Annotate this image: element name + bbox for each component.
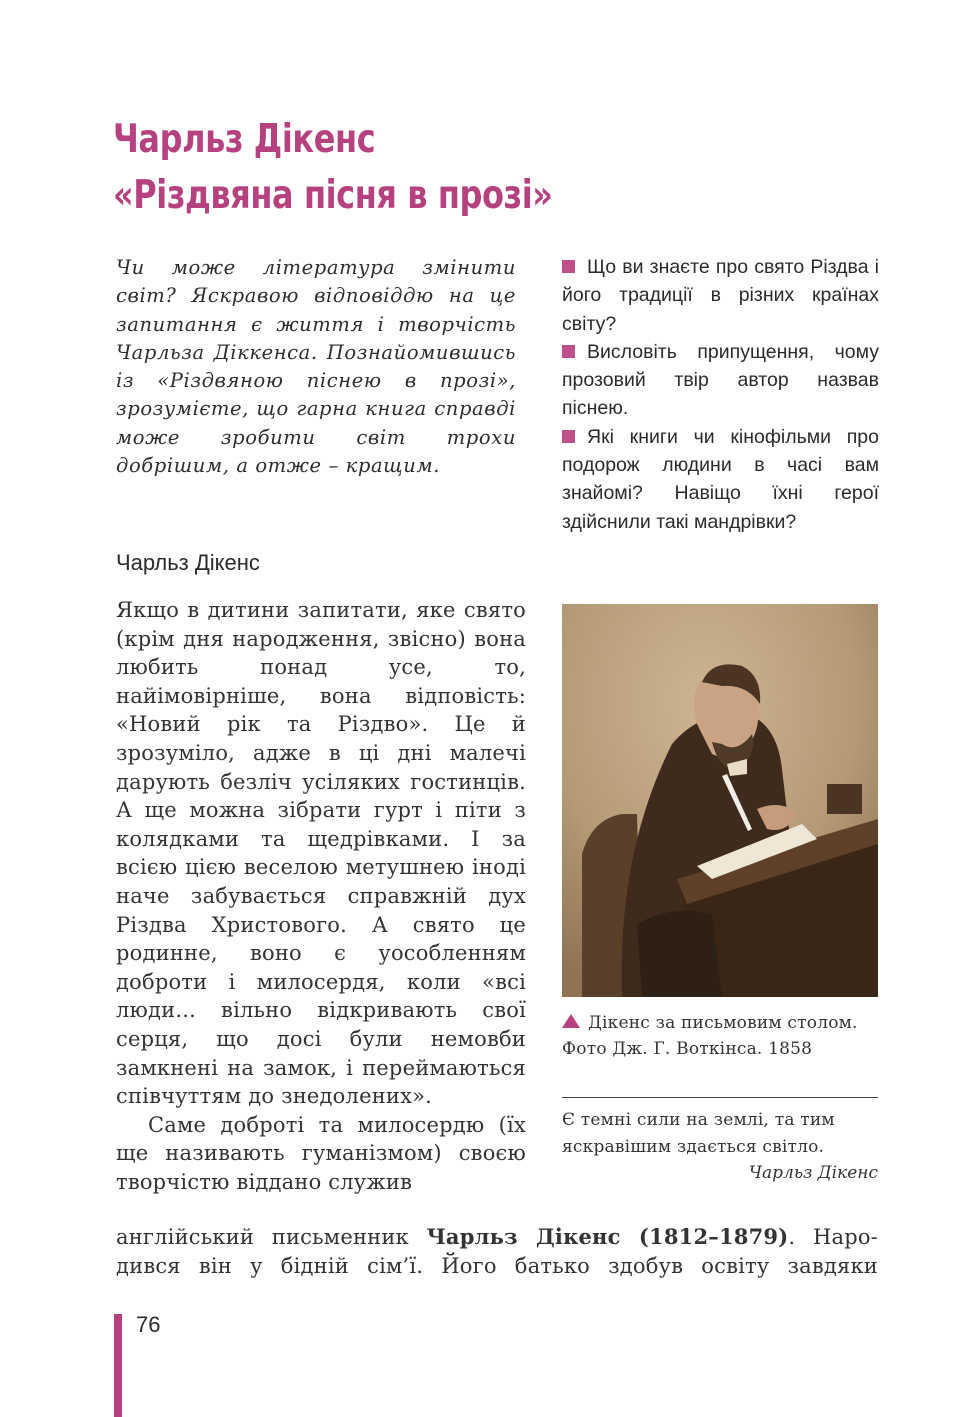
question-item: Які книги чи кінофільми про подорож людини в часі вам знайомі? Навіщо їхні герої здійснили такі мандрівки? bbox=[562, 425, 879, 533]
body-line: дився він у бідній сім’ї. Його батько здобув освіту завдяки bbox=[116, 1253, 878, 1278]
intro-text: Чи може література змінити світ? Яскравою відповіддю на це запитання є життя і творчість Чарльза Діккенса. Познайомившись із «Різдвяною піснею в прозі», зрозумієте, що гарна книга справді може зробити світ трохи добрішим, а отже – кращим. bbox=[116, 256, 516, 478]
dickens-photo bbox=[562, 604, 878, 997]
body-continuation bbox=[116, 1223, 878, 1280]
page-marker-bar bbox=[114, 1314, 122, 1417]
section-heading: Чарльз Дікенс bbox=[116, 550, 260, 575]
portrait-illustration bbox=[562, 604, 878, 997]
question-item: Висловіть припущення, чому прозовий твір автор назвав піснею. bbox=[562, 340, 879, 420]
triangle-up-icon bbox=[562, 1014, 580, 1028]
square-bullet-icon bbox=[562, 260, 575, 273]
title-author: Чарльз Дікенс bbox=[113, 117, 376, 162]
page-number: 76 bbox=[136, 1312, 161, 1337]
body-paragraph: Саме доброті та милосердю (їх ще називають гуманізмом) своєю творчістю віддано служив bbox=[116, 1112, 526, 1194]
epigraph-quote: Є темні сили на землі, та тим яскравішим здається світло. bbox=[562, 1110, 835, 1157]
body-text-column bbox=[116, 596, 526, 1196]
square-bullet-icon bbox=[562, 345, 575, 358]
body-paragraph: Якщо в дитини запитати, яке свято (крім дня народження, звісно) вона любить понад усе, то, найімовірніше, вона відповість: «Новий рік та Різдво». Це й зрозуміло, адже в ці дні малечі дарують безліч усіляких гостинців. А ще можна зібрати гурт і піти з колядками та щедрівками. І за всією цією веселою метушнею іноді наче забувається справжній дух Різдва Христового. А свято це родинне, воно є уособленням доброти і милосердя, коли «всі люди... вільно відкривають свої серця, що досі були немовби замкнені на замок, і переймаються співчуттям до знедолених». bbox=[116, 598, 526, 1109]
photo-caption: Дікенс за письмовим столом. Фото Дж. Г. Воткінса. 1858 bbox=[562, 1013, 858, 1059]
quote-divider bbox=[562, 1097, 878, 1098]
author-name-dates: Чарльз Дікенс (1812–1879) bbox=[426, 1224, 789, 1249]
body-line: англійський письменник Чарльз Дікенс (1812–1879). Наро- bbox=[116, 1224, 878, 1249]
question-item: Що ви знаєте про свято Різдва і його традиції в різних країнах світу? bbox=[562, 256, 879, 335]
quote-author: Чарльз Дікенс bbox=[748, 1163, 878, 1183]
chapter-title bbox=[113, 112, 687, 224]
square-bullet-icon bbox=[562, 430, 575, 443]
title-work: «Різдвяна пісня в прозі» bbox=[113, 173, 553, 218]
questions-list bbox=[562, 253, 879, 536]
